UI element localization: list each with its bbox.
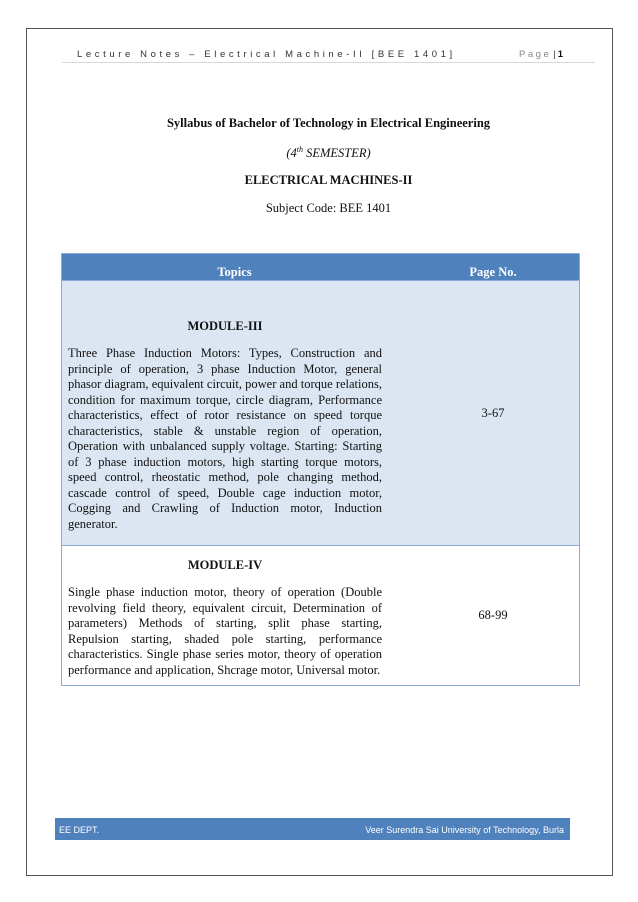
- page-cell: 68-99: [478, 608, 508, 622]
- footer-university: Veer Surendra Sai University of Technology, Burla: [365, 825, 564, 835]
- running-header-title: Lecture Notes – Electrical Machine-II [BEE 1401]: [77, 49, 456, 60]
- page-cell: 3-67: [481, 405, 505, 420]
- table-header: [62, 254, 579, 280]
- column-header-page: Page No.: [469, 265, 517, 279]
- semester-line: (4th SEMESTER): [286, 145, 371, 161]
- topic-cell: [62, 281, 382, 545]
- semester-suffix: th: [296, 145, 303, 154]
- module-title: MODULE-III: [187, 319, 263, 333]
- module-description: Three Phase Induction Motors: Types, Construction and principle of operation, 3 phase Induction Motor, general phasor diagram, equivalent circuit, power and torque relations, condition for maximum torque, circle diagram, Performance characteristics, effect of rotor resistance on speed torque characteristics, stable & unstable region of operation, Operation with unbalanced supply voltage. Starting: Starting of 3 phase induction motors, high starting torque motors, speed control, rheostatic method, pole changing method, cascade control of speed, Double cage induction motor, Cogging and Crawling of Induction motor, Induction generator.: [68, 346, 382, 531]
- topic-cell: [62, 546, 382, 685]
- page-indicator: [519, 49, 563, 60]
- page-label: Page: [519, 49, 552, 60]
- subject-code: Subject Code: BEE 1401: [265, 201, 392, 215]
- syllabus-table: [61, 253, 580, 686]
- column-header-topics: Topics: [217, 265, 252, 279]
- page-footer: [55, 818, 570, 840]
- syllabus-heading: Syllabus of Bachelor of Technology in Electrical Engineering: [166, 116, 491, 130]
- page-separator: |: [553, 49, 556, 60]
- page-number: 1: [557, 49, 563, 60]
- subject-title: ELECTRICAL MACHINES-II: [244, 173, 413, 187]
- module-title: MODULE-IV: [187, 558, 263, 572]
- semester-number: 4: [290, 146, 297, 161]
- module-description: Single phase induction motor, theory of operation (Double revolving field theory, equivalent circuit, Determination of parameters) Methods of starting, split phase starting, Repulsion starting, shaded pole starting, performance characteristics. Single phase series motor, theory of operation performance and application, Shcrage motor, Universal motor.: [68, 585, 382, 677]
- table-row: [62, 545, 579, 685]
- header-rule: [62, 62, 595, 63]
- table-row: [62, 280, 579, 545]
- semester-text: SEMESTER): [302, 146, 371, 161]
- footer-department: EE DEPT.: [59, 825, 100, 835]
